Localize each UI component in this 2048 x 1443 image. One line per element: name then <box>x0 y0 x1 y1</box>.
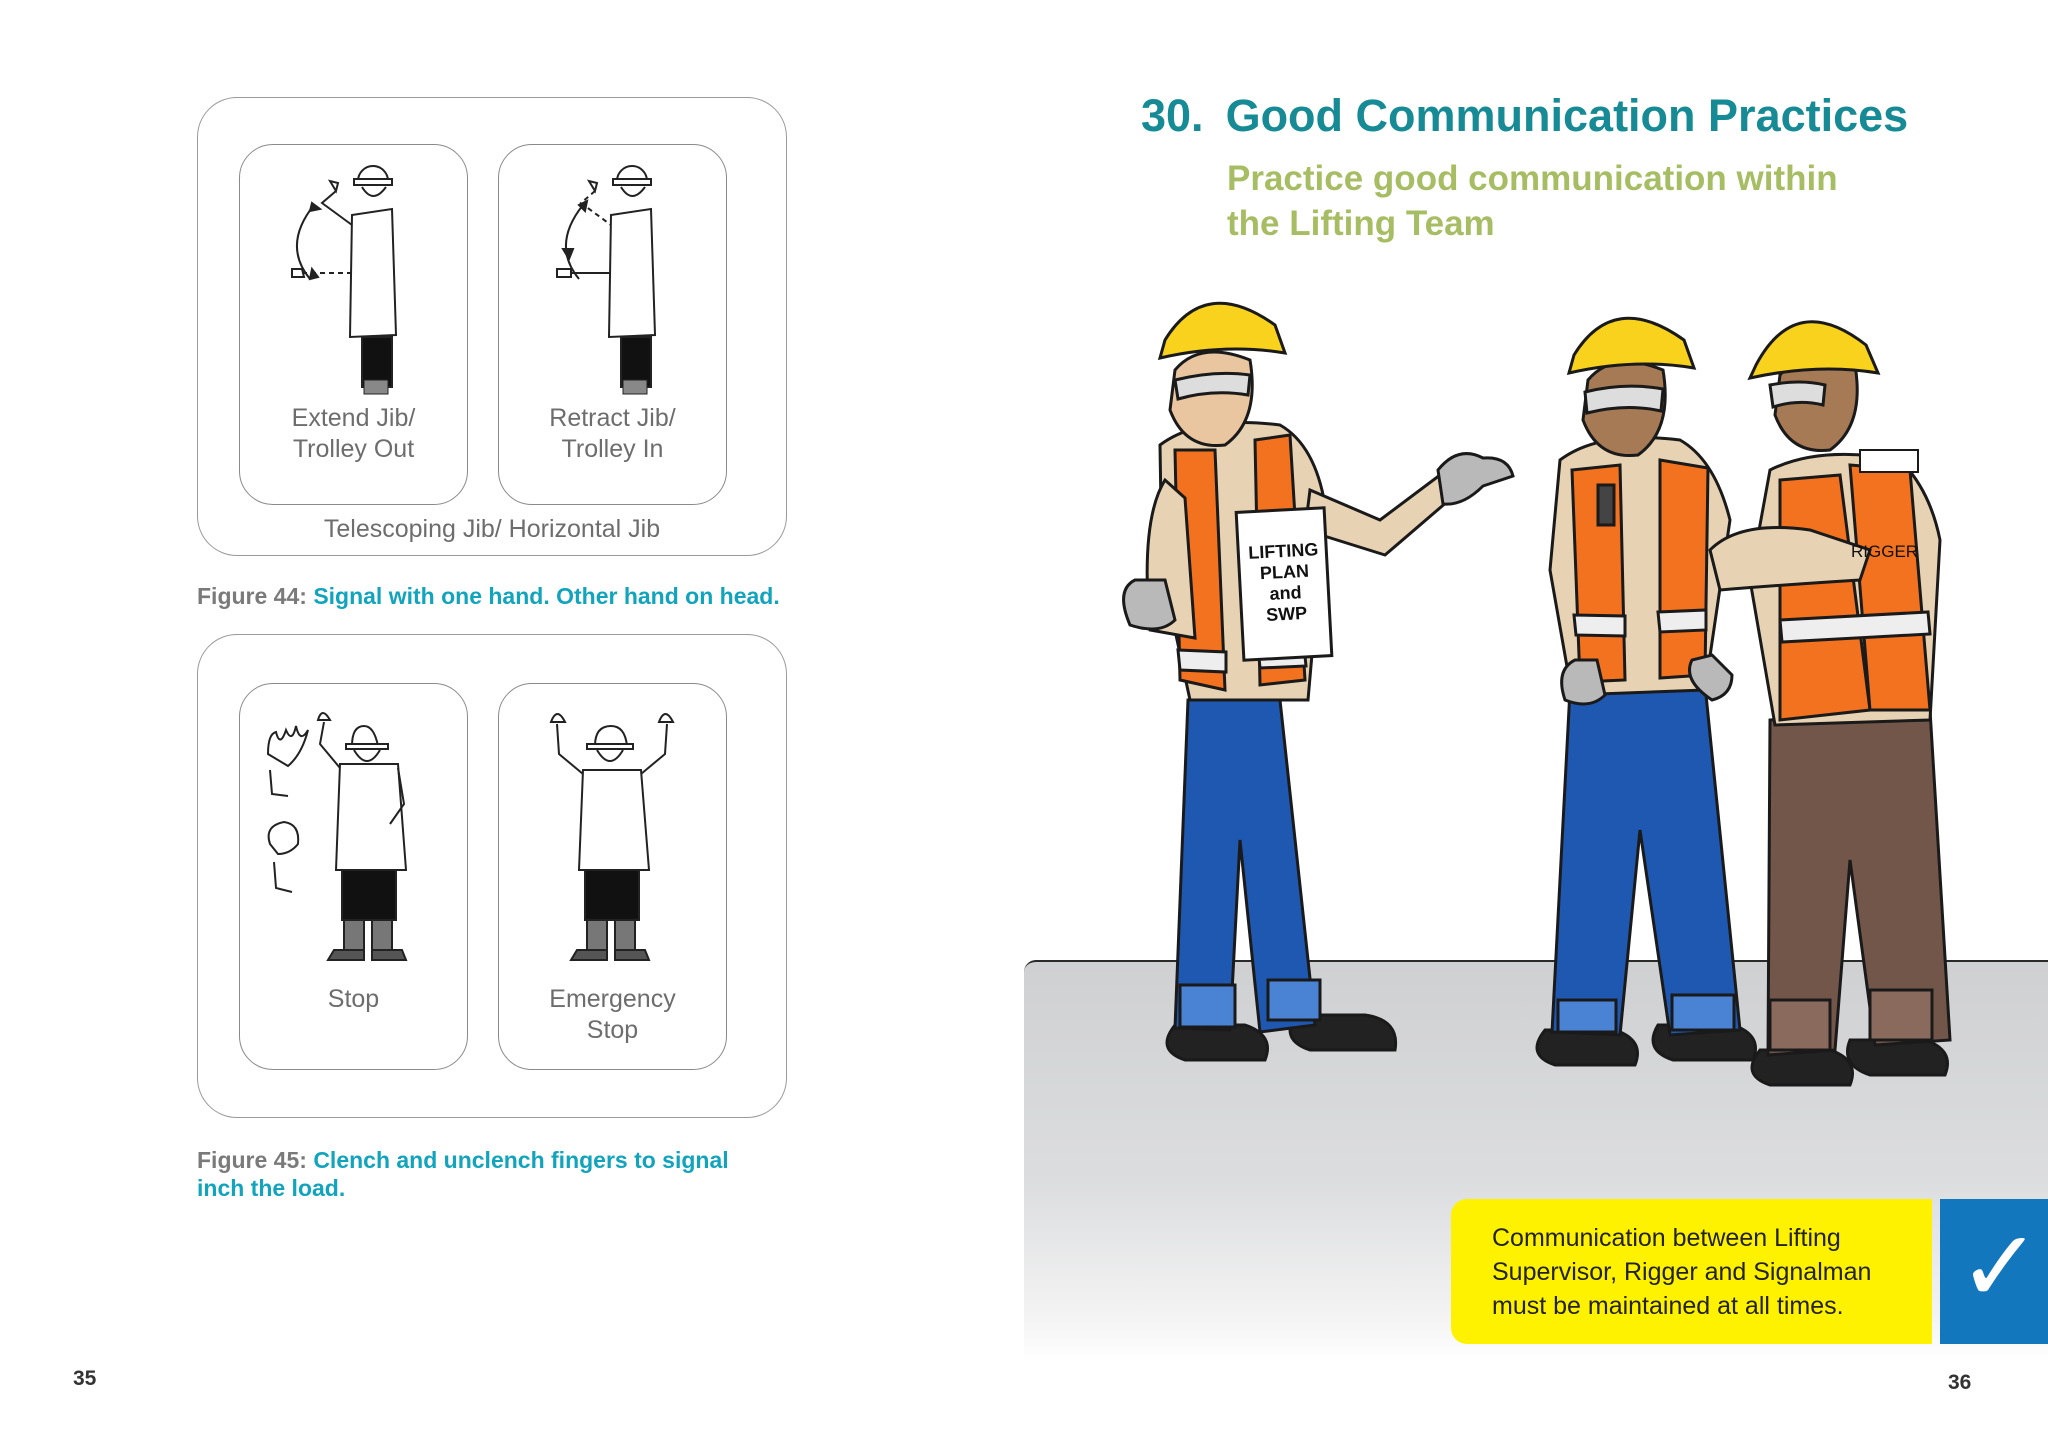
signal-label-line1: Extend Jib/ <box>291 404 416 432</box>
extend-jib-signal-figure-icon <box>240 145 467 395</box>
notice-box <box>1451 1199 1932 1344</box>
section-title: Good Communication Practices <box>1225 90 1909 141</box>
emergency-stop-signal-figure-icon <box>499 684 726 984</box>
figure-45-number: Figure 45: <box>197 1147 307 1173</box>
rigger-vest-label: RIGGER <box>1851 542 1919 561</box>
notice-text: Communication between Lifting Supervisor, Rigger and Signalman must be maintained at all times. <box>1492 1224 1872 1320</box>
check-badge <box>1940 1199 2048 1344</box>
signal-card-stop <box>239 683 468 1070</box>
page-number-right: 36 <box>1948 1371 1972 1394</box>
figure-45-text-line2: inch the load. <box>197 1175 346 1201</box>
stop-signal-figure-icon <box>240 684 467 984</box>
figure-44-caption <box>197 582 780 610</box>
retract-jib-signal-figure-icon <box>499 145 726 395</box>
signal-label-line1: Stop <box>327 985 380 1013</box>
figure-45-text-line1: Clench and unclench fingers to signal <box>313 1147 729 1173</box>
section-number: 30. <box>1141 90 1204 141</box>
signal-label-line2: Stop <box>586 1016 639 1044</box>
page-number-left: 35 <box>73 1367 97 1390</box>
signalman-figure-icon <box>1537 318 1756 1065</box>
signal-card-emergency-stop <box>498 683 727 1070</box>
rigger-figure-icon <box>1710 322 1950 1085</box>
lifting-team-illustration <box>1080 280 2048 1130</box>
clipboard-line: SWP <box>1265 602 1308 626</box>
clipboard-text <box>1241 539 1329 627</box>
clipboard-line: LIFTING <box>1247 539 1319 563</box>
clipboard-line: and <box>1269 582 1303 604</box>
figure-44-text: Signal with one hand. Other hand on head. <box>313 583 780 609</box>
signal-frame-jib <box>197 97 787 556</box>
clipboard-line: PLAN <box>1259 560 1310 584</box>
supervisor-figure-icon <box>1124 303 1513 1060</box>
signal-card-retract-jib <box>498 144 727 505</box>
signal-card-extend-jib <box>239 144 468 505</box>
frame-caption-jib: Telescoping Jib/ Horizontal Jib <box>323 515 661 543</box>
signal-label-line2: Trolley Out <box>292 435 415 463</box>
page-subtitle: Practice good communication within the Lifting Team <box>1227 159 1838 243</box>
figure-44-number: Figure 44: <box>197 583 307 609</box>
signal-label-line1: Emergency <box>549 985 676 1013</box>
figure-45-caption <box>197 1146 729 1202</box>
signal-label-line1: Retract Jib/ <box>549 404 676 432</box>
page-title <box>1141 90 1908 142</box>
signal-label-line2: Trolley In <box>561 435 664 463</box>
checkmark-icon: ✓ <box>1958 1211 2042 1323</box>
signal-frame-stop <box>197 634 787 1118</box>
